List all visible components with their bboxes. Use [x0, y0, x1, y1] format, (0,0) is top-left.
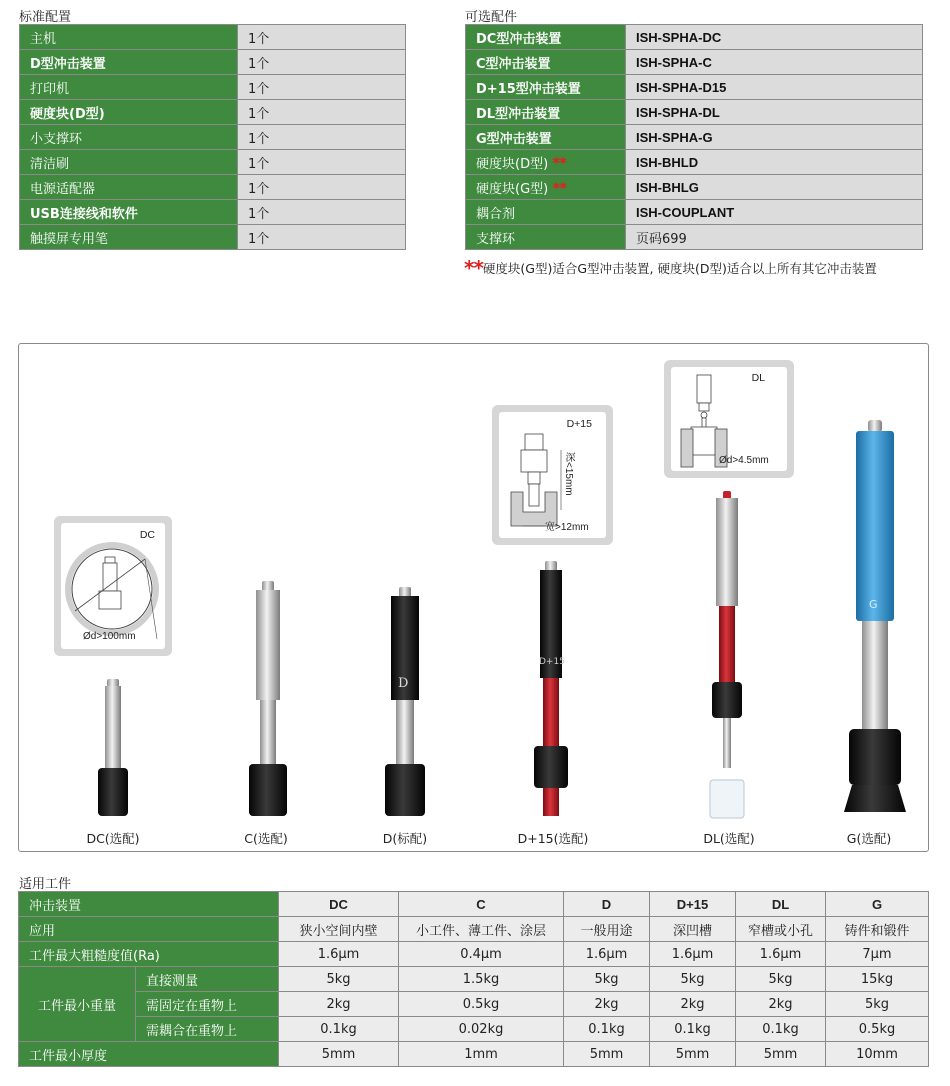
d15-probe-mark: D+15 — [539, 657, 565, 667]
note-text: 硬度块(G型)适合G型冲击装置, 硬度块(D型)适合以上所有其它冲击装置 — [482, 261, 877, 276]
weight-cell: 5kg — [564, 967, 650, 992]
type-c: C — [399, 892, 564, 917]
optional-item-label: 硬度块(D型) — [476, 156, 549, 172]
dc-inset-tag: DC — [139, 529, 155, 541]
tech-row-weight-fixed — [19, 992, 929, 1017]
type-g: G — [826, 892, 929, 917]
weight-cell: 0.1kg — [564, 1017, 650, 1042]
optional-item-label: G型冲击装置 — [476, 131, 552, 147]
tech-row-application — [19, 917, 929, 942]
probe-label-dl: DL(选配) — [703, 831, 755, 846]
weight-cell: 2kg — [736, 992, 826, 1017]
thickness-cell: 5mm — [279, 1042, 399, 1067]
standard-item-qty: 1个 — [238, 150, 406, 175]
weight-sub-label: 需固定在重物上 — [136, 992, 279, 1017]
optional-item-label: DC型冲击装置 — [476, 31, 562, 47]
optional-item-star: ** — [552, 153, 566, 172]
weight-cell: 0.1kg — [279, 1017, 399, 1042]
tech-row-header — [19, 892, 929, 917]
optional-item-star: ** — [552, 178, 567, 197]
application-cell: 深凹槽 — [650, 917, 736, 942]
standard-item-name: D型冲击装置 — [20, 50, 238, 75]
d15-inset-width: 宽>12mm — [545, 522, 589, 533]
optional-item-code: ISH-BHLG — [626, 175, 923, 200]
roughness-cell: 1.6μm — [650, 942, 736, 967]
d-probe-mark: D — [398, 676, 409, 691]
dl-inset-dim: Ød>4.5mm — [719, 455, 769, 466]
g-probe — [844, 420, 906, 812]
application-cell: 小工件、薄工件、涂层 — [399, 917, 564, 942]
tech-row-weight-direct — [19, 967, 929, 992]
standard-item-name: USB连接线和软件 — [20, 200, 238, 225]
probe-label-c: C(选配) — [244, 831, 288, 846]
standard-item-name: 电源适配器 — [20, 175, 238, 200]
dl-inset-tag: DL — [751, 372, 765, 384]
roughness-cell: 1.6μm — [279, 942, 399, 967]
type-dl: DL — [736, 892, 826, 917]
application-cell: 狭小空间内壁 — [279, 917, 399, 942]
standard-item-name: 主机 — [20, 25, 238, 50]
weight-cell: 1.5kg — [399, 967, 564, 992]
standard-item-qty: 1个 — [238, 50, 406, 75]
type-dc: DC — [279, 892, 399, 917]
optional-item-label: D+15型冲击装置 — [476, 81, 581, 97]
weight-cell: 2kg — [564, 992, 650, 1017]
optional-accessories-title: 可选配件 — [465, 10, 518, 25]
weight-cell: 0.1kg — [736, 1017, 826, 1042]
optional-item-label: 硬度块(G型) — [476, 181, 549, 197]
g-probe-mark: G — [869, 598, 878, 611]
standard-item-qty: 1个 — [238, 100, 406, 125]
thickness-cell: 1mm — [399, 1042, 564, 1067]
roughness-cell: 0.4μm — [399, 942, 564, 967]
weight-cell: 5kg — [826, 992, 929, 1017]
roughness-cell: 7μm — [826, 942, 929, 967]
thickness-cell: 5mm — [564, 1042, 650, 1067]
weight-cell: 15kg — [826, 967, 929, 992]
standard-item-qty: 1个 — [238, 125, 406, 150]
d-probe — [385, 587, 425, 816]
application-cell: 窄槽或小孔 — [736, 917, 826, 942]
standard-item-qty: 1个 — [238, 225, 406, 250]
min-weight-label: 工件最小重量 — [19, 967, 136, 1042]
application-cell: 一般用途 — [564, 917, 650, 942]
optional-item-label: 耦合剂 — [476, 206, 516, 222]
optional-item-code: 页码699 — [626, 225, 923, 250]
weight-cell: 5kg — [279, 967, 399, 992]
standard-item-qty: 1个 — [238, 25, 406, 50]
optional-item-code: ISH-BHLD — [626, 150, 923, 175]
roughness-label: 工件最大粗糙度值(Ra) — [19, 942, 279, 967]
note-star: ** — [464, 256, 483, 280]
optional-item-label: C型冲击装置 — [476, 56, 551, 72]
weight-sub-label: 需耦合在重物上 — [136, 1017, 279, 1042]
weight-cell: 2kg — [279, 992, 399, 1017]
optional-item-code: ISH-SPHA-D15 — [626, 75, 923, 100]
weight-cell: 0.5kg — [826, 1017, 929, 1042]
applicable-workpieces-title: 适用工件 — [19, 877, 72, 892]
type-d: D — [564, 892, 650, 917]
optional-item-label: DL型冲击装置 — [476, 106, 561, 122]
probe-label-dc: DC(选配) — [86, 831, 140, 846]
thickness-cell: 5mm — [650, 1042, 736, 1067]
optional-item-code: ISH-SPHA-DL — [626, 100, 923, 125]
weight-cell: 5kg — [650, 967, 736, 992]
standard-item-name: 触摸屏专用笔 — [20, 225, 238, 250]
d15-probe — [534, 561, 568, 816]
standard-item-name: 硬度块(D型) — [20, 100, 238, 125]
weight-cell: 5kg — [736, 967, 826, 992]
c-probe — [249, 581, 287, 816]
optional-item-code: ISH-SPHA-C — [626, 50, 923, 75]
standard-item-qty: 1个 — [238, 75, 406, 100]
tech-header-label: 冲击装置 — [19, 892, 279, 917]
tech-row-thickness — [19, 1042, 929, 1067]
probe-label-g: G(选配) — [846, 831, 892, 846]
thickness-cell: 10mm — [826, 1042, 929, 1067]
standard-config-title: 标准配置 — [19, 10, 72, 25]
thickness-label: 工件最小厚度 — [19, 1042, 279, 1067]
weight-cell: 2kg — [650, 992, 736, 1017]
type-d15: D+15 — [650, 892, 736, 917]
weight-cell: 0.02kg — [399, 1017, 564, 1042]
application-label: 应用 — [19, 917, 279, 942]
dl-probe — [710, 491, 744, 818]
standard-item-qty: 1个 — [238, 175, 406, 200]
optional-item-code: ISH-SPHA-DC — [626, 25, 923, 50]
application-cell: 铸件和锻件 — [826, 917, 929, 942]
probe-label-d: D(标配) — [382, 831, 428, 846]
optional-item-code: ISH-SPHA-G — [626, 125, 923, 150]
standard-item-name: 打印机 — [20, 75, 238, 100]
tech-row-weight-coupled — [19, 1017, 929, 1042]
d15-inset-depth: 深<15mm — [563, 452, 574, 496]
optional-item-code: ISH-COUPLANT — [626, 200, 923, 225]
standard-item-name: 清洁刷 — [20, 150, 238, 175]
dc-probe — [98, 679, 128, 816]
applicable-workpieces-table — [18, 891, 929, 1067]
roughness-cell: 1.6μm — [736, 942, 826, 967]
standard-item-qty: 1个 — [238, 200, 406, 225]
optional-item-label: 支撑环 — [476, 231, 516, 247]
weight-cell: 0.1kg — [650, 1017, 736, 1042]
tech-row-roughness — [19, 942, 929, 967]
weight-cell: 0.5kg — [399, 992, 564, 1017]
dc-inset-dim: Ød>100mm — [83, 631, 136, 642]
d15-inset-tag: D+15 — [566, 418, 592, 430]
roughness-cell: 1.6μm — [564, 942, 650, 967]
standard-item-name: 小支撑环 — [20, 125, 238, 150]
weight-sub-label: 直接测量 — [136, 967, 279, 992]
thickness-cell: 5mm — [736, 1042, 826, 1067]
probe-label-d15: D+15(选配) — [517, 831, 589, 846]
